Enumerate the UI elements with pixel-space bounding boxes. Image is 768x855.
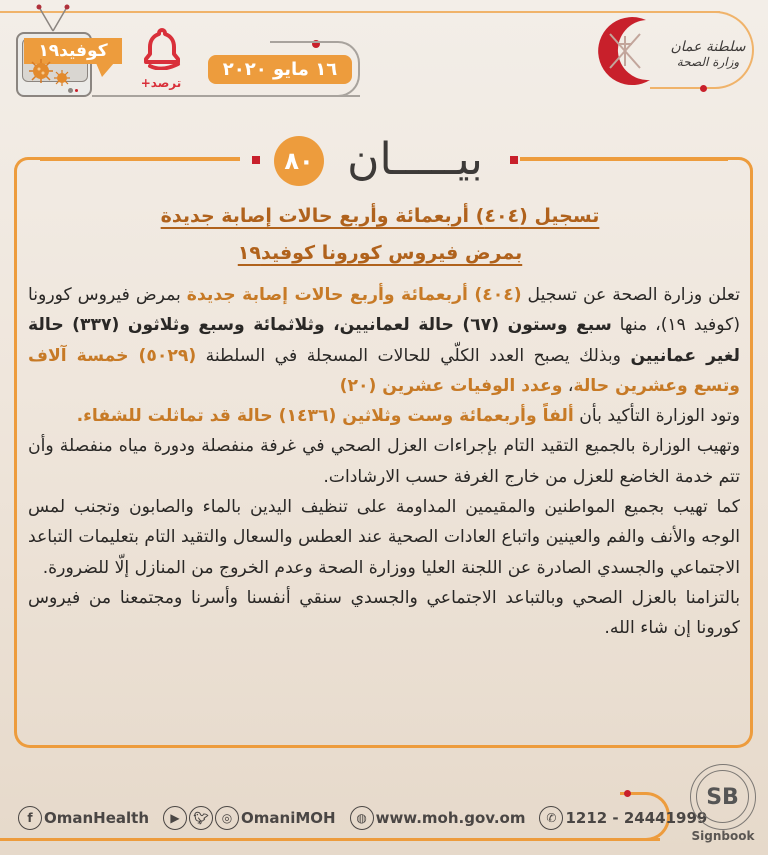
logo-line1: سلطنة عمان bbox=[670, 39, 746, 55]
frame-top bbox=[520, 157, 729, 160]
signbook-logo bbox=[690, 764, 756, 830]
decor-dot bbox=[624, 790, 631, 797]
date-badge: ١٦ مايو ٢٠٢٠ bbox=[208, 55, 352, 84]
ministry-logo-icon bbox=[590, 14, 660, 86]
phone-number[interactable]: 1212 - 24441999 bbox=[565, 809, 708, 827]
text: ، bbox=[562, 375, 574, 396]
new-cases-highlight: (٤٠٤) أربعمائة وأربع حالات إصابة جديدة bbox=[186, 285, 522, 305]
statement-title: بيـــــان bbox=[347, 134, 483, 185]
decor-square bbox=[252, 156, 260, 164]
statement-number: ٨٠ bbox=[274, 136, 324, 186]
footer-line bbox=[0, 838, 660, 841]
text: وبذلك يصبح العدد الكلّي للحالات المسجلة في السلطنة bbox=[196, 345, 631, 366]
paragraph-cases bbox=[28, 280, 740, 401]
deaths-highlight: وعدد الوفيات عشرين (٢٠) bbox=[339, 375, 563, 396]
signbook-mark: SB bbox=[696, 770, 749, 823]
facebook-handle[interactable]: OmanHealth bbox=[44, 809, 150, 827]
virus-icon-small bbox=[54, 70, 70, 86]
statement-body bbox=[28, 280, 740, 644]
footer-contacts bbox=[18, 803, 707, 833]
ministry-logo-text bbox=[660, 40, 756, 70]
youtube-icon[interactable]: ▶ bbox=[163, 806, 187, 830]
headline bbox=[60, 198, 700, 272]
headline-line2: بمرض فيروس كورونا كوفيد١٩ bbox=[237, 242, 523, 264]
decor-dot bbox=[700, 85, 707, 92]
paragraph-closing: بالتزامنا بالعزل الصحي وبالتباعد الاجتماعي والجسدي سنقي أنفسنا وأسرنا ومجتمعنا من فيروس كورونا إن شاء الله. bbox=[28, 587, 740, 639]
decor-square bbox=[510, 156, 518, 164]
tarassud-label: ترصد+ bbox=[140, 76, 182, 90]
signbook-label: Signbook bbox=[691, 829, 755, 843]
covid-badge: كوفيد١٩ bbox=[24, 38, 122, 64]
text: تعلن وزارة الصحة عن تسجيل bbox=[521, 285, 740, 305]
website-link[interactable]: www.moh.gov.om bbox=[375, 809, 526, 827]
total-cases-highlight: (٥٠٢٩) خمسة آلاف وتسع وعشرين حالة bbox=[28, 345, 740, 396]
text: بمرض فيروس كورونا (كوفيد ١٩)، منها bbox=[28, 285, 741, 336]
header-top-line bbox=[0, 11, 720, 13]
tv-knobs bbox=[68, 88, 78, 93]
globe-icon: ◍ bbox=[350, 806, 374, 830]
instagram-icon[interactable]: ◎ bbox=[215, 806, 239, 830]
cases-breakdown: سبع وستون (٦٧) حالة لعمانيين، وثلاثمائة وسبع وثلاثون (٣٣٧) حالة لغير عمانيين bbox=[28, 315, 740, 366]
facebook-icon[interactable]: f bbox=[18, 806, 42, 830]
bell-icon bbox=[140, 26, 184, 70]
text: وتود الوزارة التأكيد بأن bbox=[573, 406, 740, 427]
phone-icon: ✆ bbox=[539, 806, 563, 830]
paragraph-isolation: وتهيب الوزارة بالجميع التقيد التام بإجراءات العزل الصحي في غرفة منفصلة ودورة مياه منفصلة وأن تتم خدمة الخاضع للعزل من خارج الغرفة حسب الارشادات. bbox=[28, 436, 740, 487]
virus-icon bbox=[28, 58, 54, 84]
recovered-highlight: ألفاً وأربعمائة وست وثلاثين (١٤٣٦) حالة قد تماثلت للشفاء. bbox=[76, 406, 574, 427]
paragraph-hygiene: كما تهيب بجميع المواطنين والمقيمين المداومة على تنظيف اليدين بالماء والصابون وتجنب لمس الوجه والأنف والفم والعينين واتباع العادات الصحية عند العطس والسعال والتقيد التام بتعليمات التباعد الاجتماعي والجسدي الصادرة عن اللجنة العليا ووزارة الصحة وعدم الخروج من المنازل إلّا للضرورة. bbox=[28, 497, 740, 578]
paragraph-recovered bbox=[28, 401, 740, 431]
twitter-icon[interactable]: 🐦︎ bbox=[189, 806, 213, 830]
frame-top bbox=[38, 157, 240, 160]
logo-line2: وزارة الصحة bbox=[676, 55, 740, 69]
headline-line1: تسجيل (٤٠٤) أربعمائة وأربع حالات إصابة جديدة bbox=[160, 205, 600, 227]
tv-antenna-icon bbox=[36, 4, 70, 32]
social-handle[interactable]: OmaniMOH bbox=[241, 809, 336, 827]
